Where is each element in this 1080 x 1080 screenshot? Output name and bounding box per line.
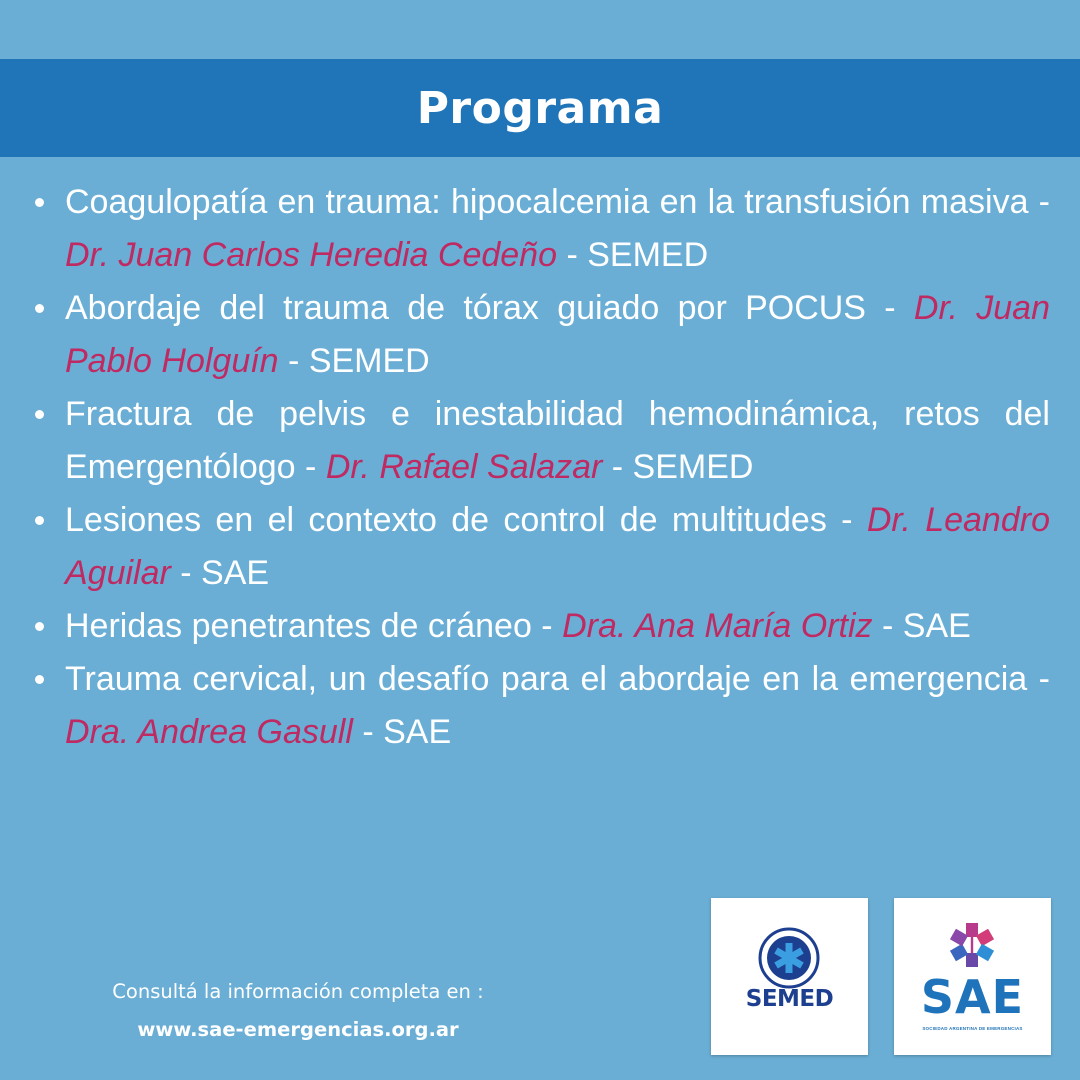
speaker: Dr. Juan Pablo Holguín [65, 289, 1050, 380]
bullet-icon [35, 675, 44, 684]
semed-logo-text: SEMED [745, 986, 834, 1012]
sae-logo-subtitle: SOCIEDAD ARGENTINA DE EMERGENCIAS [922, 1026, 1023, 1031]
organization: - SAE [872, 607, 971, 645]
speaker: Dra. Andrea Gasull [65, 713, 353, 751]
title-bar [0, 59, 1080, 157]
list-item [30, 653, 1050, 759]
organization: - SEMED [278, 342, 430, 380]
organization: - SEMED [602, 448, 754, 486]
organization: - SEMED [557, 236, 709, 274]
topic: Lesiones en el contexto de control de multitudes - [65, 501, 867, 539]
list-item [30, 494, 1050, 600]
bullet-icon [35, 198, 44, 207]
topic: Coagulopatía en trauma: hipocalcemia en la transfusión masiva - [65, 183, 1050, 221]
topic: Fractura de pelvis e inestabilidad hemodinámica, retos del Emergentólogo - [65, 395, 1050, 486]
organization: - SAE [352, 713, 452, 751]
speaker: Dr. Rafael Salazar [325, 448, 603, 486]
program-list [30, 176, 1050, 759]
speaker: Dra. Ana María Ortiz [562, 607, 873, 645]
semed-logo [711, 898, 868, 1055]
star-of-life-icon [711, 898, 868, 1055]
website-link[interactable]: www.sae-emergencias.org.ar [137, 1018, 459, 1041]
organization: - SAE [170, 554, 270, 592]
topic: Heridas penetrantes de cráneo - [65, 607, 563, 645]
footer [20, 972, 576, 1048]
list-item [30, 388, 1050, 494]
page-title: Programa [416, 82, 664, 134]
speaker: Dr. Juan Carlos Heredia Cedeño [65, 236, 557, 274]
topic: Trauma cervical, un desafío para el abordaje en la emergencia - [65, 660, 1050, 698]
sae-logo [894, 898, 1051, 1055]
sae-logo-text: SAE [920, 970, 1025, 1024]
list-item [30, 282, 1050, 388]
bullet-icon [35, 410, 44, 419]
topic: Abordaje del trauma de tórax guiado por POCUS - [65, 289, 914, 327]
footer-label: Consultá la información completa en : [112, 980, 484, 1003]
bullet-icon [35, 304, 44, 313]
bullet-icon [35, 622, 44, 631]
bullet-icon [35, 516, 44, 525]
speaker: Dr. Leandro Aguilar [65, 501, 1050, 592]
list-item [30, 600, 1050, 653]
list-item [30, 176, 1050, 282]
